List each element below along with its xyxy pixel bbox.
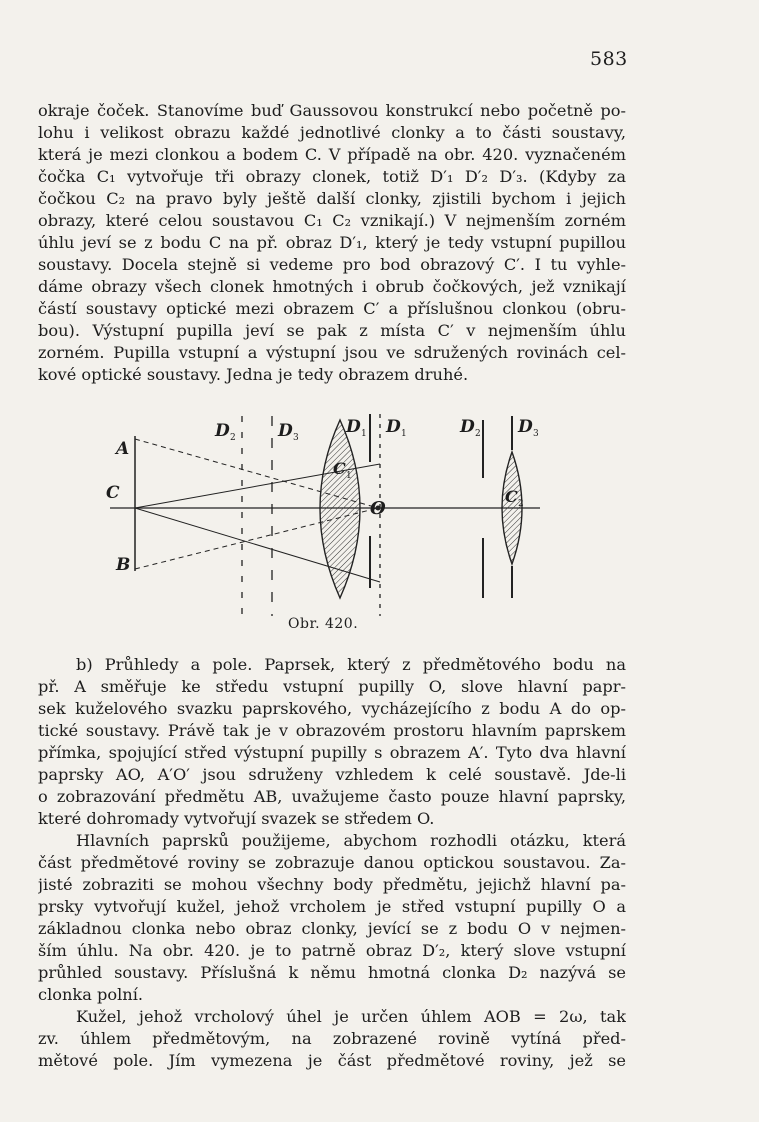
paragraph-1 [38,100,626,386]
text-line: dáme obrazy všech clonek hmotných i obrub čočkových, jež vznikají [38,277,626,296]
paragraph-2 [38,654,626,1072]
label-c2-sub: 2 [518,499,524,509]
label-d2p-sub: 2 [230,433,236,443]
text-line: obrazy, které celou soustavou C₁ C₂ vznikají.) V nejmenším zorném [38,211,626,230]
text-line: přímka, spojující střed výstupní pupilly s obrazem A′. Tyto dva hlavní [38,743,626,762]
text-line: Kužel, jehož vrcholový úhel je určen úhlem AOB = 2ω, tak [76,1007,626,1026]
text-line: tické soustavy. Právě tak je v obrazovém prostoru hlavním paprskem [38,721,626,740]
label-d2p: D [215,421,230,441]
text-line: b) Průhledy a pole. Paprsek, který z předmětového bodu na [76,655,626,674]
text-line: které dohromady vytvořují svazek se středem O. [38,809,435,828]
optics-figure [100,406,560,646]
text-line: okraje čoček. Stanovíme buď Gaussovou konstrukcí nebo početně po- [38,101,626,120]
label-d3p: D [278,421,293,441]
text-line: čočka C₁ vytvořuje tři obrazy clonek, totiž D′₁ D′₂ D′₃. (Kdyby za [38,167,626,186]
text-line: soustavy. Docela stejně si vedeme pro bod obrazový C′. I tu vyhle- [38,255,626,274]
label-d3: D [518,417,533,437]
lens-c1 [320,420,360,598]
label-d3p-sub: 3 [293,433,299,443]
text-line: prsky vytvořují kužel, jehož vrcholem je střed vstupní pupilly O a [38,897,626,916]
text-line: clonka polní. [38,985,144,1004]
text-line: částí soustavy optické mezi obrazem C′ a příslušnou clonkou (obru- [38,299,626,318]
text-line: zorném. Pupilla vstupní a výstupní jsou ve sdružených rovinách cel- [38,343,626,362]
label-d1p: D [386,417,401,437]
label-a: A [116,439,130,459]
text-line: ším úhlu. Na obr. 420. je to patrně obraz D′₂, který slove vstupní [38,941,626,960]
text-line: úhlu jeví se z bodu C na př. obraz D′₁, který je tedy vstupní pupillou [38,233,626,252]
text-line: mětové pole. Jím vymezena je část předmětové roviny, jež se [38,1051,626,1070]
label-c: C [106,483,120,503]
text-line: průhled soustavy. Příslušná k němu hmotná clonka D₂ nazývá se [38,963,626,982]
page-number: 583 [590,48,628,70]
label-c2: C [505,487,518,506]
figure-caption: Obr. 420. [288,616,359,632]
text-line: čočkou C₂ na pravo byly ještě další clonky, zjistili bychom i jejich [38,189,626,208]
text-line: část předmětové roviny se zobrazuje danou optickou soustavou. Za- [38,853,626,872]
optics-diagram [100,406,560,616]
label-d2-sub: 2 [475,429,481,439]
label-d3-sub: 3 [533,429,539,439]
text-line: paprsky AO, A′O′ jsou sdruženy vzhledem k celé soustavě. Jde-li [38,765,626,784]
text-line: zv. úhlem předmětovým, na zobrazené rovině vytíná před- [38,1029,626,1048]
text-line: Hlavních paprsků použijeme, abychom rozhodli otázku, která [76,831,626,850]
label-d1p-sub: 1 [401,429,407,439]
label-d2: D [460,417,475,437]
label-d1: D [346,417,361,437]
text-line: která je mezi clonkou a bodem C. V případě na obr. 420. vyznačeném [38,145,626,164]
text-line: kové optické soustavy. Jedna je tedy obrazem druhé. [38,365,469,384]
text-line: lohu i velikost obrazu každé jednotlivé clonky a to části soustavy, [38,123,626,142]
text-line: o zobrazování předmětu AB, uvažujeme často pouze hlavní paprsky, [38,787,626,806]
label-d1-sub: 1 [361,429,367,439]
text-line: bou). Výstupní pupilla jeví se pak z místa C′ v nejmenším úhlu [38,321,626,340]
label-b: B [116,555,131,575]
label-c1: C [333,459,346,478]
text-line: jisté zobraziti se mohou všechny body předmětu, jejichž hlavní pa- [38,875,626,894]
text-line: základnou clonka nebo obraz clonky, jevící se z bodu O v nejmen- [38,919,626,938]
label-o: O [370,498,386,519]
text-line: sek kuželového svazku paprskového, vycházejícího z bodu A do op- [38,699,626,718]
label-c1-sub: 1 [346,471,352,481]
text-line: př. A směřuje ke středu vstupní pupilly O, slove hlavní papr- [38,677,626,696]
